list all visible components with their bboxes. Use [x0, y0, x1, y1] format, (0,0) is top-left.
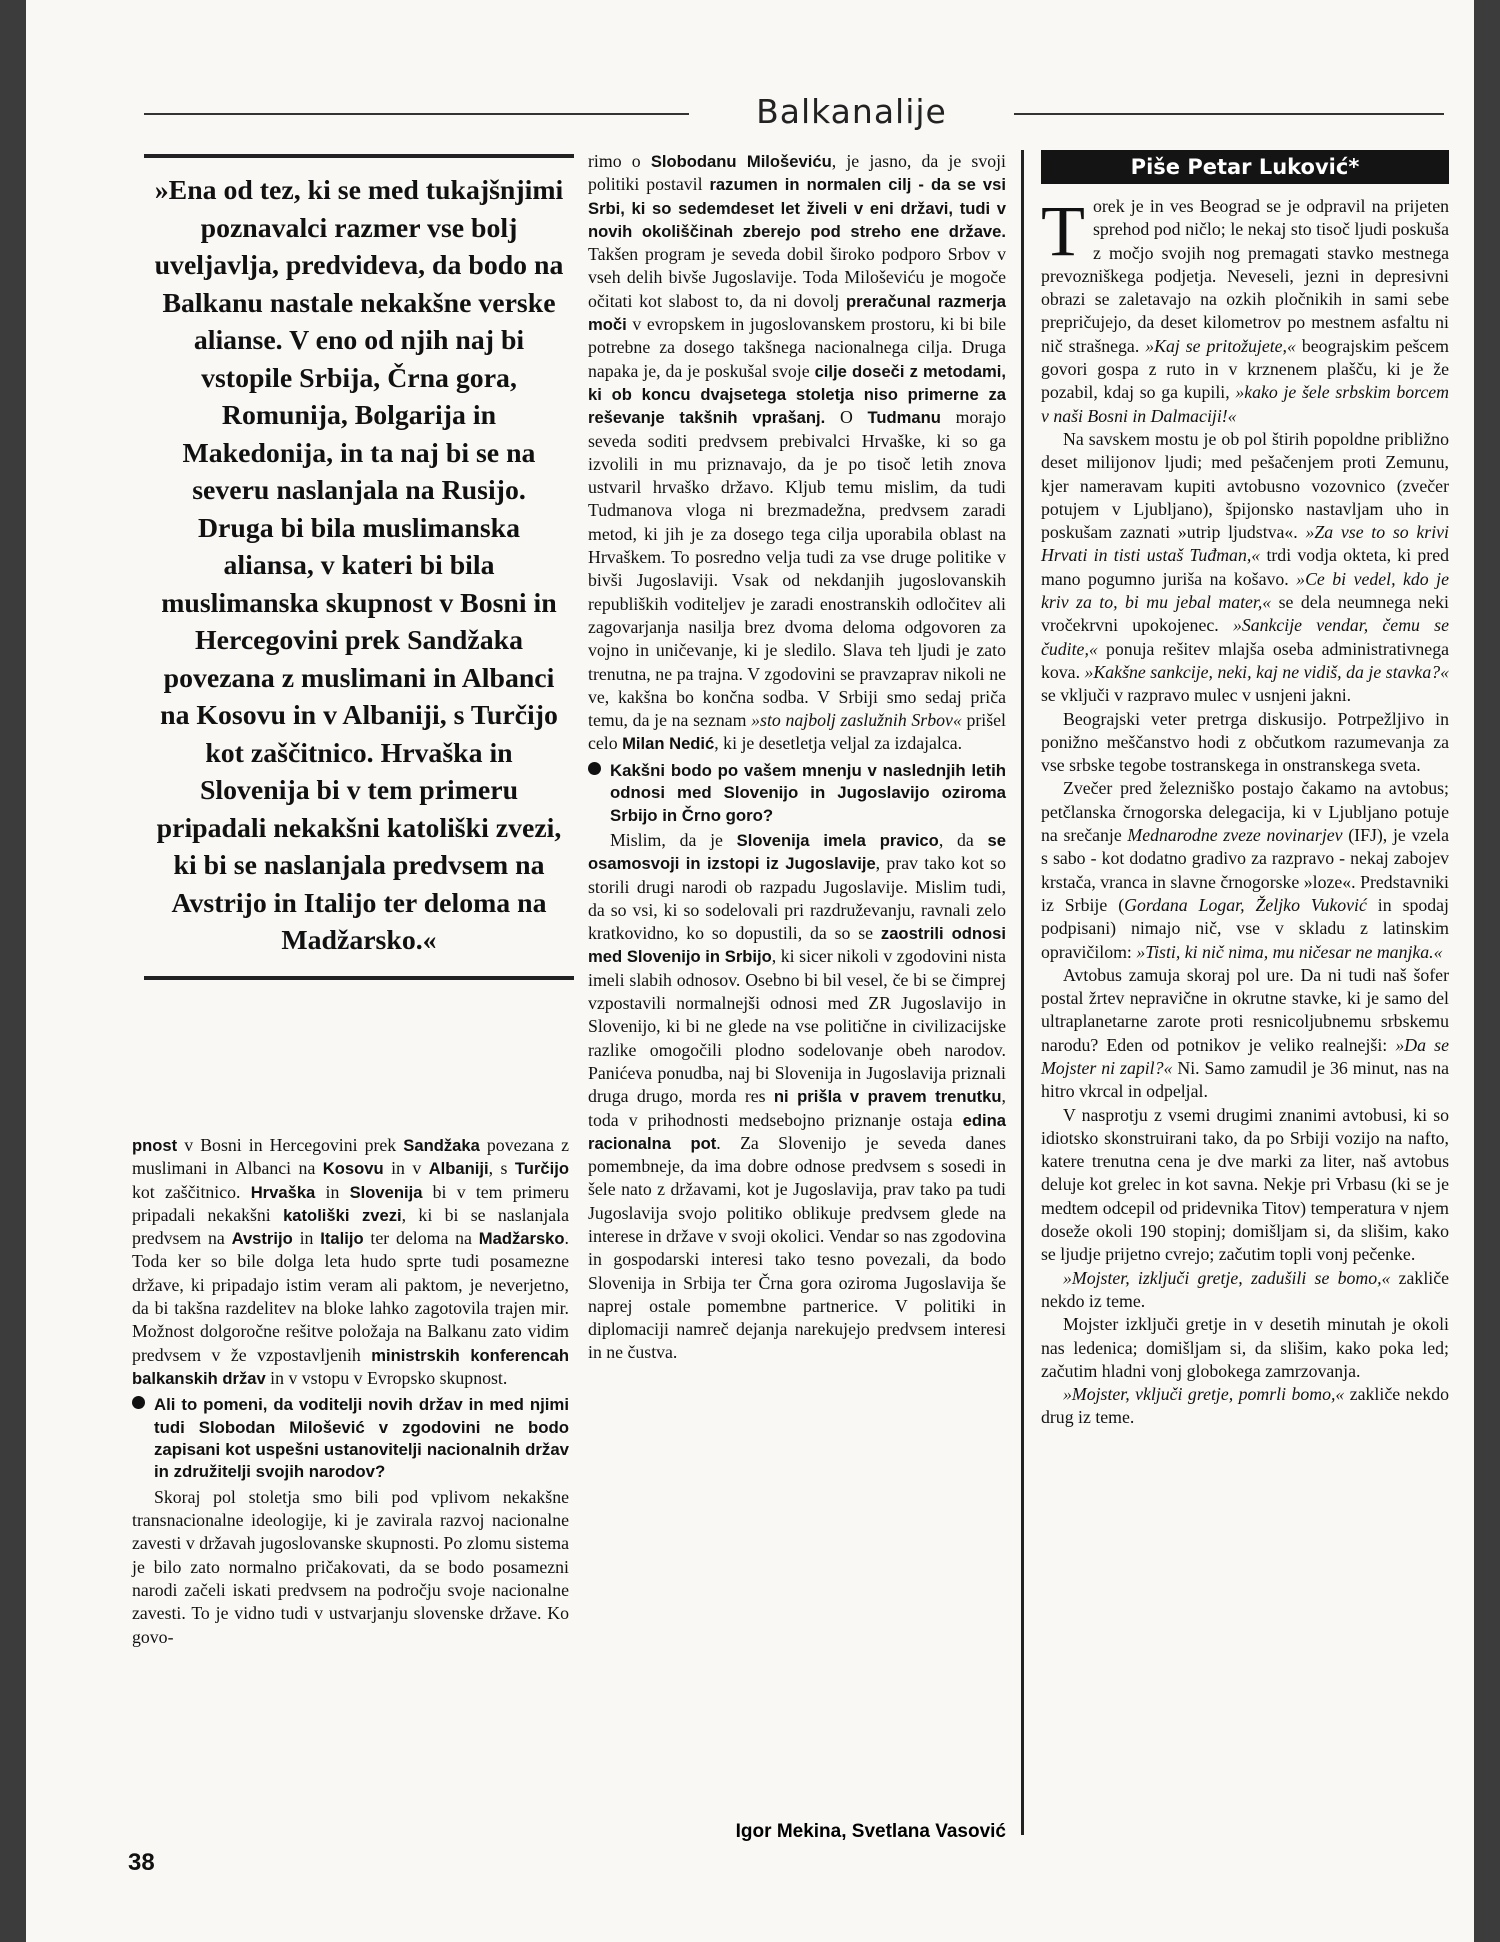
- paragraph: »Mojster, izključi gretje, zadušili se bomo,« zakliče nekdo iz teme.: [1041, 1267, 1449, 1311]
- interview-question: Kakšni bodo po vašem mnenju v naslednjih letih odnosi med Slovenijo in Jugoslavijo oziroma Srbijo in Črno goro?: [588, 760, 1006, 827]
- column-divider: [1021, 150, 1024, 1835]
- paragraph: Zvečer pred železniško postajo čakamo na avtobus; petčlanska črnogorska delegacija, ki v Ljubljano potuje na srečanje Mednarodne zveze novinarjev (IFJ), je vzela s sabo - kot dodatno gradivo za razpravo - nekaj zabojev krstača, vranca in slavne črnogorske »loze«. Predstavniki iz Srbije (Gordana Logar, Željko Vuković in spodaj podpisani) nimajo nič, vse v skladu z latinskim opravičilom: »Tisti, ki nič nima, mu ničesar ne manjka.«: [1041, 778, 1450, 962]
- author-bar: Piše Petar Luković*: [1041, 150, 1449, 184]
- interview-column-2: [588, 150, 1006, 1365]
- paragraph: Avtobus zamuja skoraj pol ure. Da ni tudi naš šofer postal žrtev nepravične in okrutne stavke, ki je samo del ultraplanetarne zarote proti resnicoljubnemu srbskemu narodu? Eden od potnikov je veliko realnejši: »Da se Mojster ni zapil?« Ni. Samo zamudil je 36 minut, nas na hitro vkrcal in odpeljal.: [1041, 964, 1449, 1102]
- interview-column-1: [132, 1134, 569, 1649]
- paragraph: »Mojster, vključi gretje, pomrli bomo,« zakliče nekdo drug iz teme.: [1041, 1384, 1449, 1428]
- magazine-page: [26, 0, 1474, 1942]
- paragraph: Beograjski veter pretrga diskusijo. Potrpežljivo in ponižno meščanstvo hodi z občutkom razumevanja za vse srbske tegobe tostranskega in onstranskega sveta.: [1041, 708, 1449, 776]
- paragraph: Mojster izključi gretje in v desetih minutah je okoli nas ledenica; domišljam si, da slišim, kako poka led; začutim hladni vonj globokega zamrzovanja.: [1041, 1314, 1449, 1381]
- section-title: Balkanalije: [756, 92, 947, 131]
- pull-quote: [144, 154, 574, 980]
- paragraph: rimo o Slobodanu Miloševiću, je jasno, da je svoji politiki postavil razumen in normalen cilj - da se vsi Srbi, ki so sedemdeset let živeli v eni državi, tudi v novih okoliščinah zberejo pod streho ene države. Takšen program je seveda dobil široko podporo Srbov v vseh delih bivše Jugoslavije. Toda Miloševiću je mogoče očitati kot slabost to, da ni dovolj preračunal razmerja moči v evropskem in jugoslovanskem prostoru, ki bi bile potrebne za dosego takšnega nacionalnega cilja. Druga napaka je, da je poskušal svoje cilje doseči z metodami, ki ob koncu dvajsetega stoletja niso primerne za reševanje takšnih vprašanj. O Tudmanu morajo seveda soditi predvsem prebivalci Hrvaške, ki so ga izvolili in mu priznavajo, da je po tisoč letih znova ustvaril hrvaško državo. Kljub temu mislim, da tudi Tudmanova vloga ni brezmadežna, predvsem zaradi metod, ki jih je za dosego tega cilja uporabila oblast na Hrvaškem. To posredno velja tudi za vse druge politike v bivši Jugoslaviji. Vsak od nekdanjih jugoslovanskih republiških voditeljev je zaradi enostranskih odločitev ali zagovarjanja nasilja brez dvoma deloma odgovoren za vojno in uničevanje, ki je sledilo. Slava teh ljudi je zato trenutna, ne pa trajna. V zgodovini se pravzaprav nikoli ne ve, kakšna bo končna sodba. V Srbiji smo sedaj priča temu, da je na seznam »sto najbolj zaslužnih Srbov« prišel celo Milan Nedić, ki je desetletja veljal za izdajalca.: [588, 151, 1006, 754]
- paragraph: Torek je in ves Beograd se je odpravil na prijeten sprehod pod ničlo; le nekaj sto tisoč ljudi poskuša z močjo svojih nog premagati stavko mestnega prevozniškega podjetja. Neveseli, jezni in depresivni obrazi se zaletavajo na ozkih pločnikih in sami sebe prepričujejo, da deset kilometrov po mestnem asfaltu ni nič strašnega. »Kaj se pritožujete,« beograjskim pešcem govori gospa z ruto in v krznenem plašču, ki je že pozabil, kdaj so ga kupili, »kako je šele srbskim borcem v naši Bosni in Dalmaciji!«: [1041, 191, 1449, 426]
- pull-quote-text: »Ena od tez, ki se med tukajšnjimi poznavalci razmer vse bolj uveljavlja, predvideva, da bodo na Balkanu nastale nekakšne verske alianse. V eno od njih naj bi vstopile Srbija, Črna gora, Romunija, Bolgarija in Makedonija, in ta naj bi se na severu naslanjala na Rusijo. Druga bi bila muslimanska aliansa, v kateri bi bila muslimanska skupnost v Bosni in Hercegovini prek Sandžaka povezana z muslimani in Albanci na Kosovu in v Albaniji, s Turčijo kot zaščitnico. Hrvaška in Slovenija bi v tem primeru pripadali nekakšni katoliški zvezi, ki bi se naslanjala predvsem na Avstrijo in Italijo ter deloma na Madžarsko.«: [154, 175, 564, 956]
- header-rule-right: [1014, 113, 1444, 115]
- header-rule-left: [144, 113, 689, 115]
- paragraph: Skoraj pol stoletja smo bili pod vplivom nekakšne transnacionalne ideologije, ki je zavirala razvoj nacionalne zavesti v državah jugoslovanske skupnosti. Po zlomu sistema je bilo zato normalno pričakovati, da se bodo posamezni narodi začeli iskati predvsem na področju svoje nacionalne zavesti. To je vidno tudi v ustvarjanju slovenske države. Ko govo-: [132, 1486, 569, 1647]
- opinion-column: [1041, 191, 1450, 1430]
- paragraph: Na savskem mostu je ob pol štirih popoldne približno deset milijonov ljudi; med pešačenjem proti Zemunu, kjer nameravam kupiti avtobusno vozovnico (zvečer potujem v Ljubljano), špijonsko nastavljam uho in poskušam zaznati »utrip ljudstva«. »Za vse to so krivi Hrvati in tisti ustaš Tuđman,« trdi vodja okteta, ki pred mano pogumno juriša na košavo. »Ce bi vedel, kdo je kriv za to, bi mu jebal mater,« se dela neumnega neki vročekrvni upokojenec. »Sankcije vendar, čemu se čudite,« ponuja rešitev mlajša oseba administrativnega kova. »Kakšne sankcije, neki, kaj ne vidiš, da je stavka?« se vključi v razpravo mulec v usnjeni jakni.: [1041, 428, 1450, 706]
- bullet-icon: [588, 762, 601, 775]
- drop-cap: T: [1041, 191, 1085, 271]
- paragraph: pnost v Bosni in Hercegovini prek Sandžaka povezana z muslimani in Albanci na Kosovu in v Albaniji, s Turčijo kot zaščitnico. Hrvaška in Slovenija bi v tem primeru pripadali nekakšni katoliški zvezi, ki bi se naslanjala predvsem na Avstrijo in Italijo ter deloma na Madžarsko. Toda ker so bile dolga leta hudo sprte tudi posamezne države, ki pripadajo istim veram ali paktom, je neverjetno, da bi takšna razdelitev na bloke lahko zagotovila trajen mir. Možnost dolgoročne rešitve položaja na Balkanu zato vidim predvsem v že vzpostavljenih ministrskih konferencah balkanskih držav in v vstopu v Evropsko skupnost.: [132, 1135, 570, 1388]
- section-header: [144, 92, 1444, 136]
- bullet-icon: [132, 1396, 145, 1409]
- byline: Igor Mekina, Svetlana Vasović: [735, 1821, 1006, 1842]
- paragraph: Mislim, da je Slovenija imela pravico, da se osamosvoji in izstopi iz Jugoslavije, prav tako kot so storili drugi narodi ob razpadu Jugoslavije. Mislim tudi, da so vsi, ki so sodelovali pri razdruževanju, ravnali zelo kratkovidno, ko so dopustili, da so se zaostrili odnosi med Slovenijo in Srbijo, ki sicer nikoli v zgodovini nista imeli slabih odnosov. Osebno bi bil vesel, če bi se čimprej vzpostavili normalnejši odnosi med ZR Jugoslavijo in Slovenijo, ki bi ne glede na vse politične in civilizacijske razlike omogočili plodno sodelovanje obeh narodov. Panićeva ponudba, naj bi Slovenija in Jugoslavija priznali druga drugo, morda res ni prišla v pravem trenutku, toda v prihodnosti medsebojno priznanje ostaja edina racionalna pot. Za Slovenijo je seveda danes pomembneje, da ima dobre odnose predvsem s sosedi in šele nato z državami, kot je Jugoslavija, prav tako pa tudi Jugoslavija svojo politiko oblikuje predvsem glede na interese in države v svoji okolici. Vendar so nas zgodovina in gospodarski interesi tako tesno povezali, da bodo Slovenija in Srbija ter Črna gora oziroma Jugoslavija še naprej ostale pomembne partnerice. V politiki in diplomaciji namreč dejanja narekujejo predvsem interesi in ne čustva.: [588, 829, 1006, 1363]
- paragraph: V nasprotju z vsemi drugimi znanimi avtobusi, ki so idiotsko skonstruirani tako, da po Srbiji vozijo na nafto, katere trenutna cena je dve marki za liter, naš avtobus deluje kot grelec in kot savna. Nekje pri Vrbasu (ki se je medtem odcepil od pridevnika Titov) temperatura v njem doseže okoli 190 stopinj; domišljam si, da slišim, kako se ljudje prijetno cvrejo; začutim topli vonj pečenke.: [1041, 1104, 1449, 1265]
- interview-question: Ali to pomeni, da voditelji novih držav in med njimi tudi Slobodan Milošević v zgodovini ne bodo zapisani kot uspešni ustanovitelji nacionalnih držav in združitelji svojih narodov?: [132, 1394, 569, 1484]
- page-number: 38: [128, 1849, 155, 1876]
